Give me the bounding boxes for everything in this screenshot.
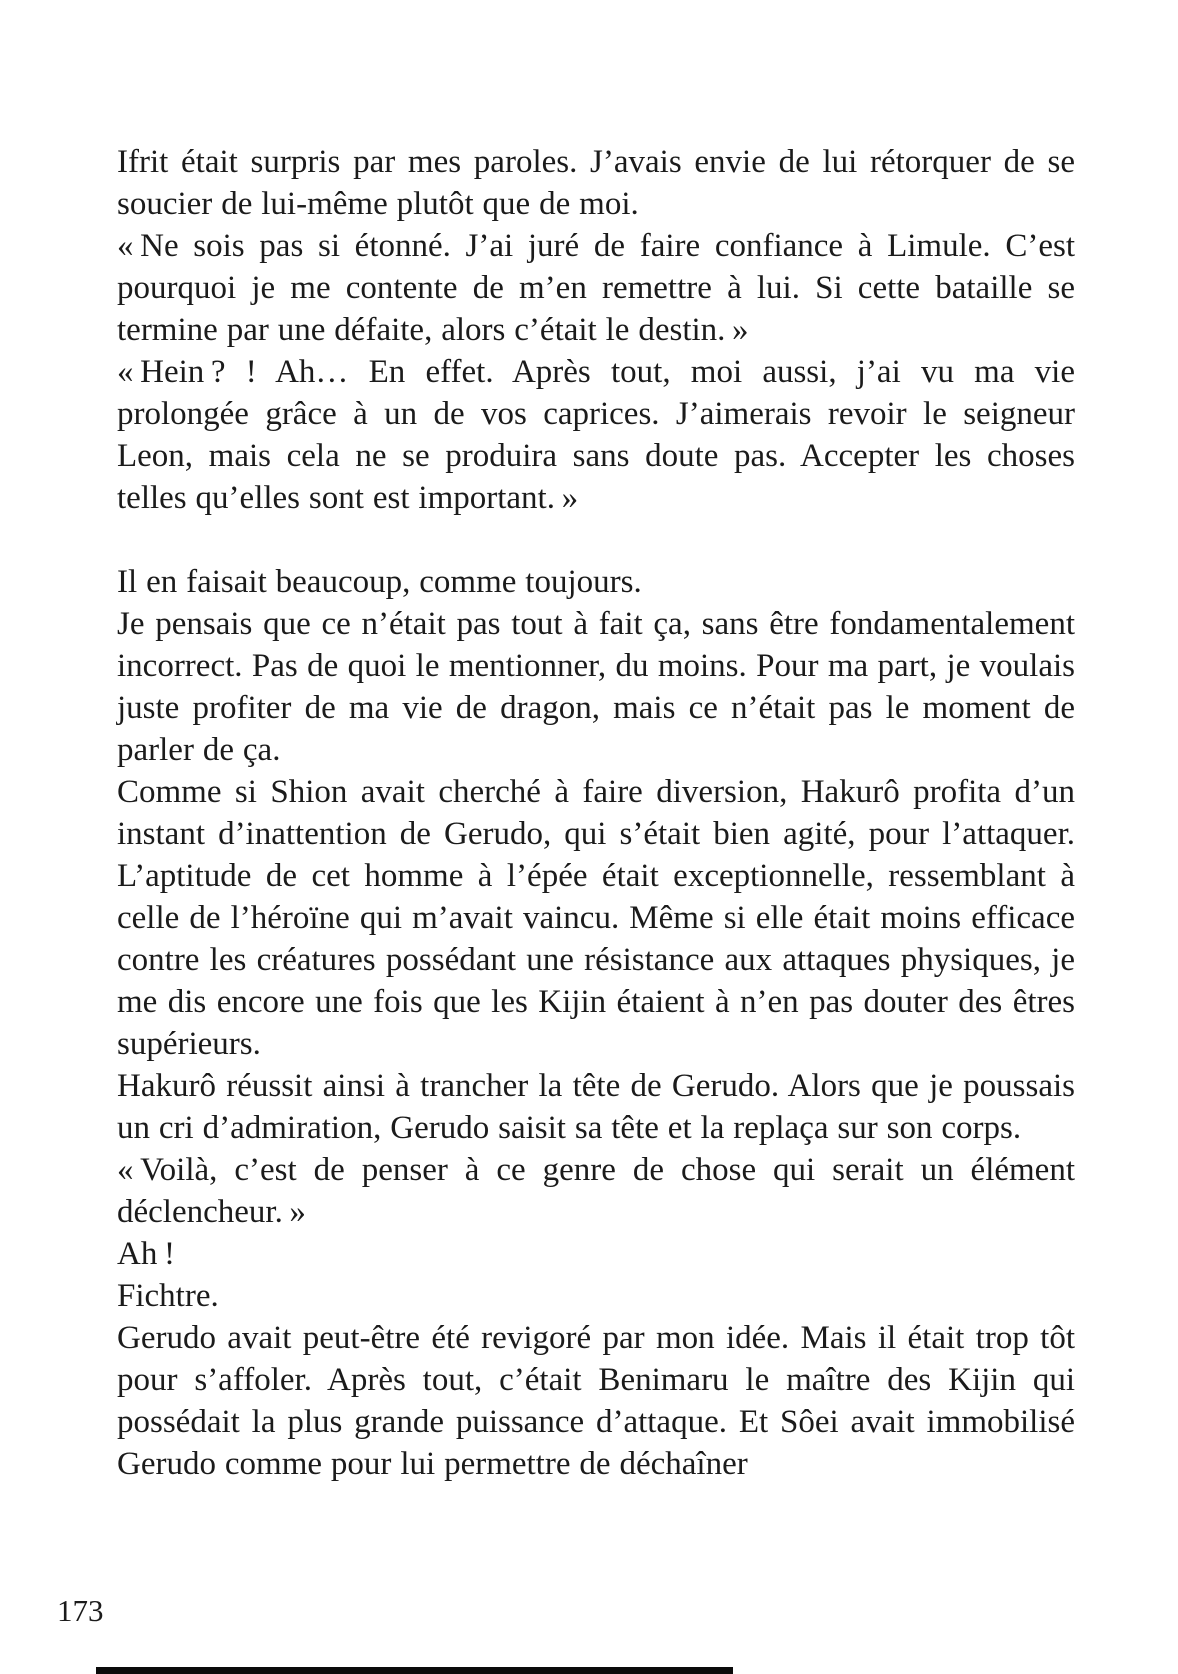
paragraph: « Ne sois pas si étonné. J’ai juré de faire confiance à Limule. C’est pourquoi je me contente de m’en remettre à lui. Si cette bataille se termine par une défaite, alors c’était le destin. » (117, 228, 1075, 348)
paragraph: Comme si Shion avait cherché à faire diversion, Hakurô profita d’un instant d’inattention de Gerudo, qui s’était bien agité, pour l’attaquer. L’aptitude de cet homme à l’épée était exceptionnelle, ressemblant à celle de l’héroïne qui m’avait vaincu. Même si elle était moins efficace contre les créatures possédant une résistance aux attaques physiques, je me dis encore une fois que les Kijin étaient à n’en pas douter des êtres supérieurs. (117, 774, 1075, 1062)
paragraph: Ifrit était surpris par mes paroles. J’avais envie de lui rétorquer de se soucier de lui-même plutôt que de moi. (117, 144, 1075, 222)
paragraph: « Hein ? ! Ah… En effet. Après tout, moi aussi, j’ai vu ma vie prolongée grâce à un de vos caprices. J’aimerais revoir le seigneur Leon, mais cela ne se produira sans doute pas. Accepter les choses telles qu’elles sont est important. » (117, 354, 1075, 516)
paragraph: Hakurô réussit ainsi à trancher la tête de Gerudo. Alors que je poussais un cri d’admiration, Gerudo saisit sa tête et la replaça sur son corps. (117, 1068, 1075, 1146)
page-number: 173 (57, 1593, 104, 1628)
scan-edge-artifact (96, 1667, 733, 1674)
paragraph: Je pensais que ce n’était pas tout à fait ça, sans être fondamentalement incorrect. Pas de quoi le mentionner, du moins. Pour ma part, je voulais juste profiter de ma vie de dragon, mais ce n’était pas le moment de parler de ça. (117, 606, 1075, 768)
body-text (117, 141, 1075, 1485)
paragraph: Fichtre. (117, 1278, 219, 1314)
paragraph: « Voilà, c’est de penser à ce genre de chose qui serait un élément déclencheur. » (117, 1152, 1075, 1230)
paragraph: Ah ! (117, 1236, 175, 1272)
paragraph: Il en faisait beaucoup, comme toujours. (117, 564, 642, 600)
paragraph: Gerudo avait peut-être été revigoré par mon idée. Mais il était trop tôt pour s’affoler. Après tout, c’était Benimaru le maître des Kijin qui possédait la plus grande puissance d’attaque. Et Sôei avait immobilisé Gerudo comme pour lui permettre de déchaîner (117, 1320, 1075, 1482)
